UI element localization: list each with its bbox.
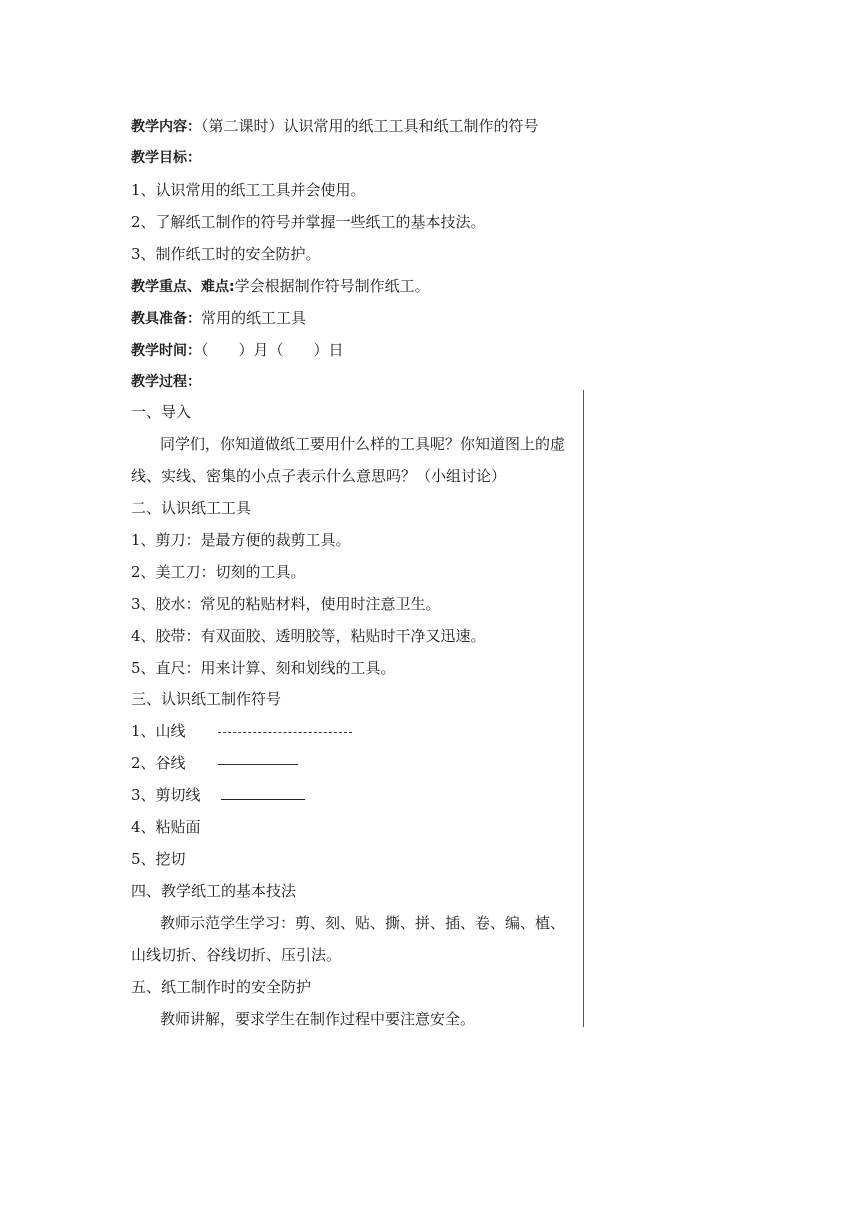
section-title: 三、认识纸工制作符号: [131, 690, 282, 708]
section-title: 五、纸工制作时的安全防护: [131, 978, 312, 996]
section-title: 二、认识纸工工具: [131, 499, 252, 517]
symbol-item: 5、挖切: [131, 850, 186, 868]
section-title: 四、教学纸工的基本技法: [131, 882, 297, 900]
symbol-item: 2、谷线: [131, 754, 186, 772]
tools-row: [131, 308, 306, 329]
symbol-item: 3、剪切线: [131, 786, 201, 804]
paragraph-line: 山线切折、谷线切折、压引法。: [131, 946, 342, 964]
valley-line-symbol: [218, 764, 298, 765]
paragraph-line: 同学们，你知道做纸工要用什么样的工具呢？你知道图上的虚: [160, 435, 566, 453]
content-label: 教学内容：: [131, 119, 201, 135]
symbol-item: 1、山线: [131, 722, 186, 740]
tool-item: 2、美工刀：切刻的工具。: [131, 563, 306, 581]
tool-item: 3、胶水：常见的粘贴材料，使用时注意卫生。: [131, 595, 441, 613]
content-row: [131, 116, 539, 137]
focus-label: 教学重点、难点:: [131, 279, 235, 295]
focus-row: [131, 276, 430, 297]
tools-value: 常用的纸工工具: [201, 309, 307, 327]
goal-item: 2、了解纸工制作的符号并掌握一些纸工的基本技法。: [131, 213, 486, 231]
symbol-item: 4、粘贴面: [131, 818, 201, 836]
paragraph-line: 线、实线、密集的小点子表示什么意思吗？（小组讨论）: [131, 467, 507, 485]
mountain-line-symbol: [218, 732, 352, 733]
focus-value: 学会根据制作符号制作纸工。: [234, 277, 430, 295]
time-row: [131, 340, 344, 361]
time-label: 教学时间：: [131, 343, 201, 359]
paragraph-line: 教师示范学生学习：剪、刻、贴、撕、拼、插、卷、编、植、: [160, 914, 566, 932]
time-value: （ ）月（ ）日: [201, 341, 344, 359]
tool-item: 5、直尺：用来计算、刻和划线的工具。: [131, 659, 396, 677]
goals-label: 教学目标：: [131, 150, 201, 166]
tools-label: 教具准备：: [131, 311, 201, 327]
tool-item: 1、剪刀：是最方便的裁剪工具。: [131, 531, 351, 549]
cut-line-symbol: [221, 799, 305, 800]
content-value: （第二课时）认识常用的纸工工具和纸工制作的符号: [201, 117, 539, 135]
tool-item: 4、胶带：有双面胶、透明胶等，粘贴时干净又迅速。: [131, 627, 486, 645]
column-divider: [583, 390, 584, 1027]
section-title: 一、导入: [131, 403, 192, 421]
goal-item: 3、制作纸工时的安全防护。: [131, 245, 321, 263]
paragraph-line: 教师讲解，要求学生在制作过程中要注意安全。: [160, 1010, 476, 1028]
goal-item: 1、认识常用的纸工工具并会使用。: [131, 181, 366, 199]
process-label: 教学过程：: [131, 374, 201, 390]
